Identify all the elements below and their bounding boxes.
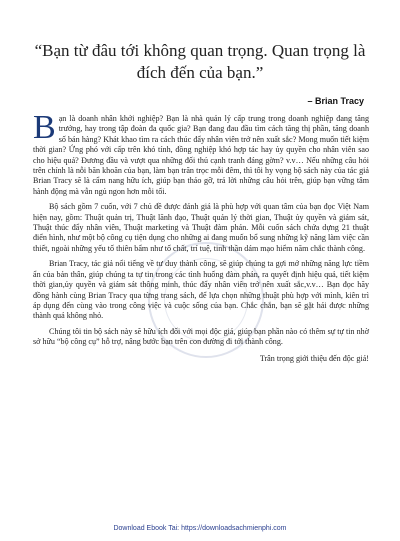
paragraph-3: Brian Tracy, tác giả nổi tiếng về tư duy thành công, sẽ giúp chúng ta gợi mở những năng lực tiềm ẩn của bản thân, giúp chúng ta tự tin trong các tình huống đàm phán, ra quyết định hiệu quả, tiết kiệm thời gian,ủy quyền và giám sát thông minh, thúc đẩy nhân viên trở nên xuất sắc,v.v… Bạn đọc hãy đồng hành cùng Brian Tracy qua từng trang sách, để lựa chọn những thuật phù hợp với mình, kiên trì áp dụng đến cùng vào trong công việc và cuộc sống của bạn. Chắc chắn, bạn sẽ gặt hái được những thành quả không nhỏ. bbox=[33, 259, 369, 321]
paragraph-1-text: ạn là doanh nhân khởi nghiệp? Bạn là nhà quản lý cấp trung trong doanh nghiệp đang tăng trưởng, hay trong tập đoàn đa quốc gia? Bạn đang đau đầu tìm cách tăng thị phần, tăng doanh số bán hàng? Khát khao tìm ra cách thúc đẩy nhân viên trở nên xuất sắc? Mong muốn tiết kiệm thời gian? Ứng phó với cấp trên khó tính, đồng nghiệp khó hợp tác hay ủy quyền cho nhân viên sao cho hiệu quả? Đương đầu và vượt qua những đối thủ cạnh tranh đáng gờm? v.v… Nếu những câu hỏi trên chính là nỗi băn khoăn của bạn, làm bạn trăn trọc mỗi đêm, thì tôi hy vọng bộ sách này của tác giả Brian Tracy sẽ là cẩm nang hữu ích, giúp bạn tháo gỡ, trả lời những câu hỏi trên, giúp bạn vững tâm hành động mà vẫn ngủ ngon hơn mỗi tối. bbox=[33, 114, 369, 196]
download-footer bbox=[0, 525, 400, 532]
footer-label: Download Ebook Tai: bbox=[113, 525, 180, 532]
body-text bbox=[33, 109, 369, 369]
paragraph-4: Chúng tôi tin bộ sách này sẽ hữu ích đối với mọi độc giả, giúp bạn phần nào có thêm sự tự tin nhờ sở hữu “bộ công cụ” hỗ trợ, nâng bước bạn trên con đường đi tới thành công. bbox=[33, 326, 369, 347]
closing-line: Trân trọng giới thiệu đến độc giả! bbox=[259, 353, 369, 363]
epigraph-quote: “Bạn từ đâu tới không quan trọng. Quan trọng là đích đến của bạn.” bbox=[34, 41, 366, 82]
footer-link[interactable]: https://downloadsachmienphi.com bbox=[181, 525, 287, 532]
paragraph-2: Bộ sách gồm 7 cuốn, với 7 chủ đề được đánh giá là phù hợp với quan tâm của bạn đọc Việt Nam hiện nay, gồm: Thuật quản trị, Thuật lãnh đạo, Thuật quản lý thời gian, Thuật ủy quyền và giám sát, Thuật thúc đẩy nhân viên, Thuật marketing và Thuật đàm phán. Mỗi cuốn sách chứa dựng 21 thuật điển hình, như một bộ công cụ tiện dụng cho những ai đang muốn bổ sung những kỹ năng làm việc cần thiết, ngoài những yếu tố thiên bẩm như tố chất, trí tuệ, tinh thần dám mạo hiểm năm chắc thành công. bbox=[33, 202, 369, 253]
drop-cap: B bbox=[33, 109, 56, 146]
epigraph-author: – Brian Tracy bbox=[307, 96, 364, 106]
paragraph-1 bbox=[33, 109, 369, 197]
